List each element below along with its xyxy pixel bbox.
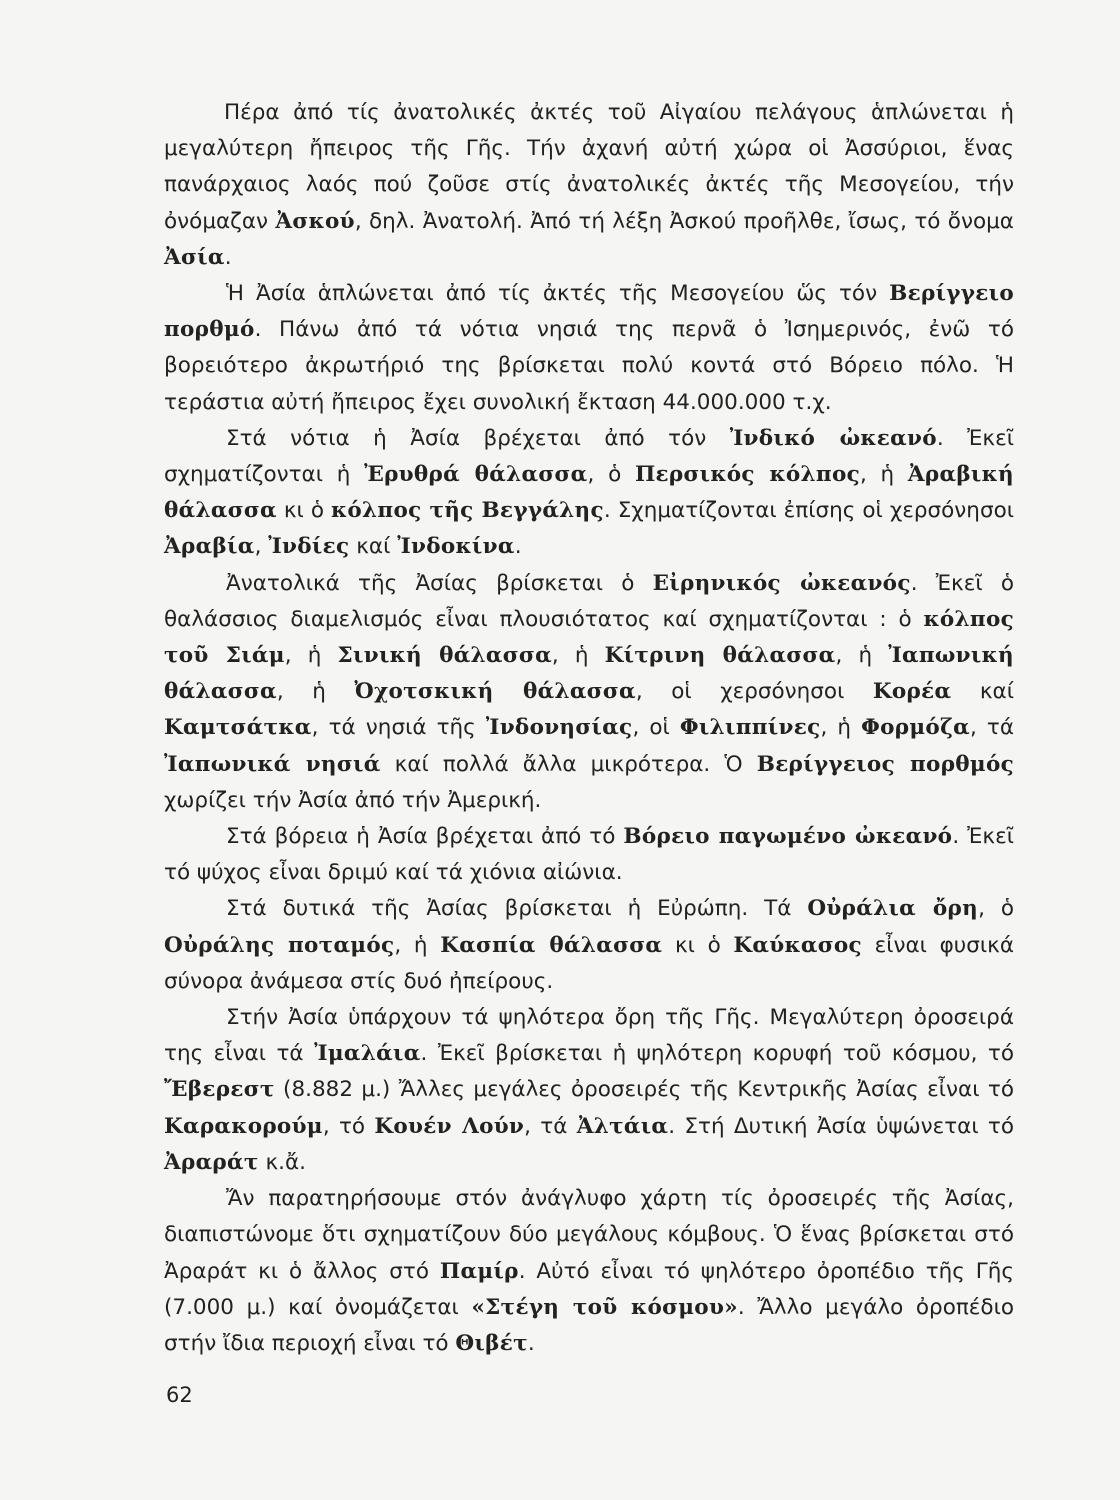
text-run: . Σχηματίζονται ἐπίσης οἱ χερσόνησοι [603,498,1014,524]
body-text [164,95,1014,1362]
text-run: . Ἄλλο μεγάλο ὀροπέδιο στήν ἴδια περιοχή εἶναι τό [164,1294,1014,1356]
bold-term: Ἀλτάια [576,1113,669,1139]
bold-term: Κίτρινη θάλασσα [604,643,836,669]
text-run: Ἀνατολικά τῆς Ἀσίας βρίσκεται ὁ [226,570,653,596]
bold-term: Ἰαπωνικά νησιά [164,751,381,777]
bold-term: Καρακορούμ [164,1113,323,1139]
text-run: Πέρα ἀπό τίς ἀνατολικές ἀκτές τοῦ Αἰγαίου πελάγους ἁπλώνεται ἡ μεγαλύτερη ἤπειρος τῆς Γῆς. Τήν ἀχανή αὐτή χώρα οἱ Ἀσσύριοι, ἕνας πανάρχαιος λαός πού ζοῦσε στίς ἀνατολικές ἀκτές τῆς Μεσογείου, τήν ὀνόμαζαν [164,100,1014,234]
bold-term: Ἐρυθρά θάλασσα [364,462,588,488]
text-run: κ.ἄ. [258,1149,306,1175]
paragraph [164,95,1014,276]
bold-term: Ἀραβική θάλασσα [164,462,1014,524]
text-run: . Στή Δυτική Ἀσία ὑψώνεται τό [668,1113,1015,1139]
bold-term: Οὐράλης ποταμός [164,932,395,958]
bold-term: Εἰρηνικός ὠκεανός [652,570,911,596]
text-run: , ἡ [551,643,605,669]
text-run: κι ὁ [276,498,331,524]
text-run: Ἡ Ἀσία ἁπλώνεται ἀπό τίς ἀκτές τῆς Μεσογείου ὥς τόν [226,281,890,307]
paragraph [164,1181,1014,1362]
text-run: , οἱ [632,715,680,741]
text-run: , ἡ [860,462,908,488]
text-run: . [514,534,522,560]
text-run: , ἡ [284,643,338,669]
bold-term: Φιλιππίνες [679,715,821,741]
paragraph [164,276,1014,421]
text-run: εἶναι φυσικά σύνορα ἀνάμεσα στίς δυό ἠπείρους. [164,932,1014,994]
bold-term: «Στέγη τοῦ κόσμου» [471,1294,738,1320]
paragraph [164,819,1014,891]
text-run: καί [951,679,1014,705]
text-run: , ὁ [978,896,1014,922]
bold-term: Βερίγγειο πορθμό [164,281,1014,343]
text-run: . Ἐκεῖ βρίσκεται ἡ ψηλότερη κορυφή τοῦ κόσμου, τό [420,1041,1014,1067]
bold-term: Ἰαπωνική θάλασσα [164,643,1014,705]
text-run: . Πάνω ἀπό τά νότια νησιά της περνᾶ ὁ Ἰσημερινός, ἐνῶ τό βορειότερο ἀκρωτήριό της βρίσκεται πολύ κοντά στό Βόρειο πόλο. Ἡ τεράστια αὐτή ἤπειρος ἔχει συνολική ἔκταση 44.000.000 τ.χ. [164,317,1014,415]
bold-term: κόλπος τοῦ Σιάμ [164,606,1014,669]
bold-term: Ἰμαλάια [314,1041,421,1067]
text-run: Ἄν παρατηρήσουμε στόν ἀνάγλυφο χάρτη τίς ὀροσειρές τῆς Ἀσίας, διαπιστώνομε ὅτι σχηματίζουν δύο μεγάλους κόμβους. Ὁ ἕνας βρίσκεται στό Ἀραράτ κι ὁ ἄλλος στό [164,1186,1014,1284]
bold-term: Ἀσκού [275,208,355,234]
text-run: καί πολλά ἄλλα μικρότερα. Ὁ [380,751,757,777]
text-run: Στά νότια ἡ Ἀσία βρέχεται ἀπό τόν [226,425,730,451]
text-run: , [254,534,269,560]
text-run: , τά [524,1113,577,1139]
paragraph [164,1000,1014,1181]
text-run: . Αὐτό εἶναι τό ψηλότερο ὀροπέδιο τῆς Γῆς (7.000 μ.) καί ὀνομάζεται [164,1258,1014,1320]
text-run: . Ἐκεῖ ὁ θαλάσσιος διαμελισμός εἶναι πλουσιότατος καί σχηματίζονται : ὁ [164,570,1014,632]
bold-term: Κουέν Λούν [374,1113,525,1139]
bold-term: Φορμόζα [861,715,970,741]
text-run: , τά νησιά τῆς [311,715,486,741]
text-run: , ἡ [394,932,441,958]
bold-term: Βερίγγειος πορθμός [756,751,1014,777]
bold-term: Κορέα [872,679,952,705]
bold-term: Καμτσάτκα [164,715,312,741]
text-run: , τό [322,1113,375,1139]
bold-term: Παμίρ [439,1258,519,1284]
text-run: . Ἐκεῖ τό ψύχος εἶναι δριμύ καί τά χιόνια αἰώνια. [164,824,1014,886]
bold-term: Ἀσία [164,244,225,270]
bold-term: Ἰνδικό ὠκεανό [729,425,937,451]
paragraph [164,421,1014,566]
bold-term: Ἰνδοκίνα [397,534,515,560]
text-run: . [527,1330,535,1356]
bold-term: Ἀραβία [164,534,255,560]
bold-term: Οὐράλια ὄρη [807,896,979,922]
bold-term: Σινική θάλασσα [337,643,552,669]
text-run: Στά βόρεια ἡ Ἀσία βρέχεται ἀπό τό [226,824,624,850]
text-run: , ὁ [587,462,635,488]
text-run: (8.882 μ.) Ἄλλες μεγάλες ὀροσειρές τῆς Κεντρικῆς Ἀσίας εἶναι τό [274,1077,1014,1103]
text-run: , δηλ. Ἀνατολή. Ἀπό τή λέξη Ἀσκού προῆλθε, ἴσως, τό ὄνομα [354,208,1014,234]
text-run: . Ἐκεῖ σχηματίζονται ἡ [164,425,1014,488]
paragraph [164,566,1014,819]
text-run: . [224,244,232,270]
text-run: , ἡ [835,643,889,669]
bold-term: Ἰνδονησίας [485,715,633,741]
text-run: καί [349,534,398,560]
paragraph [164,891,1014,1000]
text-run: κι ὁ [662,932,734,958]
bold-term: Ἰνδίες [268,534,350,560]
text-run: , οἱ χερσόνησοι [635,679,873,705]
bold-term: κόλπος τῆς Βεγγάλης [330,498,604,524]
bold-term: Ἔβερεστ [164,1077,275,1103]
bold-term: Κασπία θάλασσα [440,932,663,958]
page-number: 62 [166,1383,193,1407]
bold-term: Βόρειο παγωμένο ὠκεανό [623,824,953,850]
text-run: , ἡ [276,679,355,705]
bold-term: Καύκασος [733,932,862,958]
bold-term: Ὀχοτσκική θάλασσα [354,679,636,705]
text-run: χωρίζει τήν Ἀσία ἀπό τήν Ἀμερική. [164,787,542,813]
bold-term: Θιβέτ [455,1330,528,1356]
text-run: , ἡ [820,715,862,741]
text-run: , τά [969,715,1014,741]
text-run: Στήν Ἀσία ὑπάρχουν τά ψηλότερα ὄρη τῆς Γῆς. Μεγαλύτερη ὀροσειρά της εἶναι τά [164,1005,1014,1067]
bold-term: Ἀραράτ [164,1149,259,1175]
text-run: Στά δυτικά τῆς Ἀσίας βρίσκεται ἡ Εὐρώπη. Τά [226,896,808,922]
bold-term: Περσικός κόλπος [634,462,860,488]
